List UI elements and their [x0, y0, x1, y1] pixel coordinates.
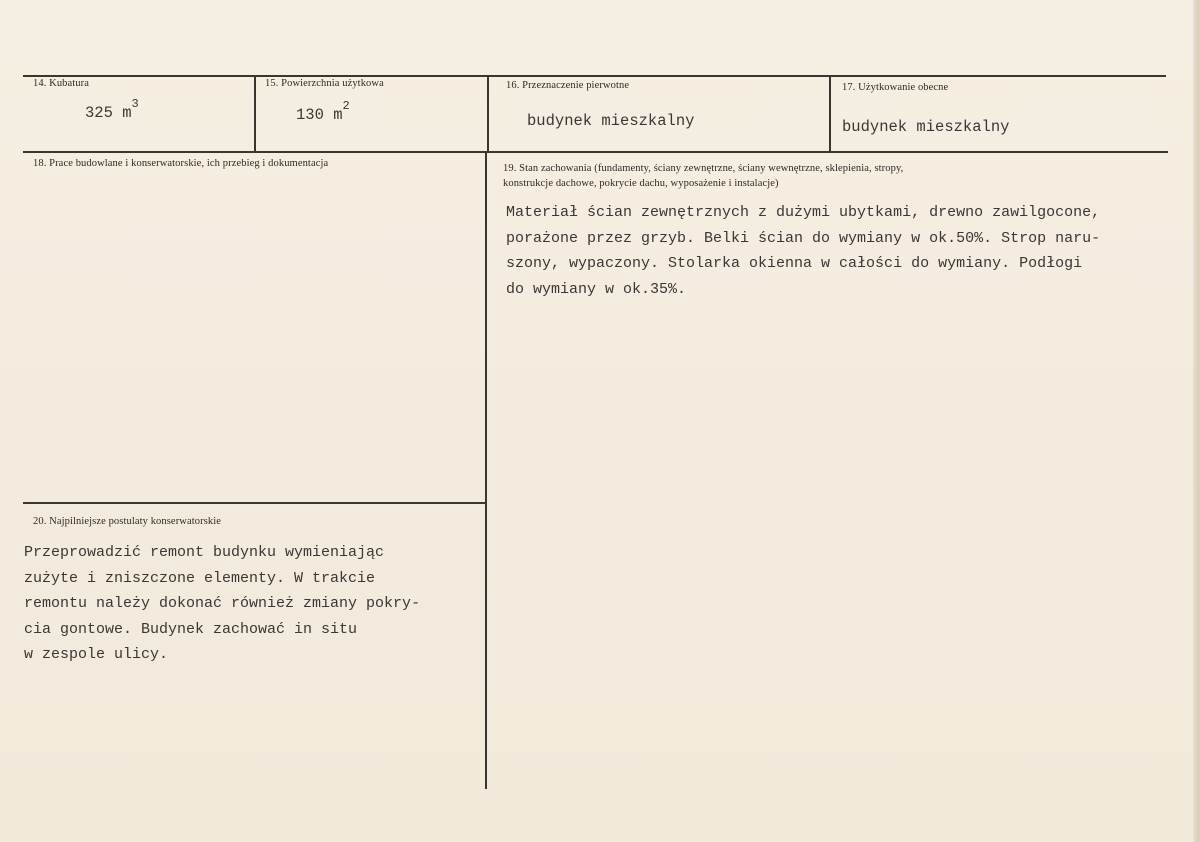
- divider-14-15: [254, 75, 256, 152]
- field-19-line: Materiał ścian zewnętrznych z dużymi ubytkami, drewno zawilgocone,: [506, 204, 1101, 221]
- field-14-value: [85, 97, 139, 123]
- field-17-label: 17. Użytkowanie obecne: [842, 82, 949, 93]
- field-14-number: 325 m: [85, 104, 132, 123]
- divider-15-16: [487, 75, 489, 152]
- field-19-label-line1: 19. Stan zachowania (fundamenty, ściany zewnętrzne, ściany wewnętrzne, sklepienia, stropy,: [503, 163, 904, 174]
- divider-16-17: [829, 75, 831, 152]
- section18-bottom-rule: [23, 502, 487, 504]
- field-14-exponent: 3: [131, 97, 139, 111]
- row1-bottom-rule: [23, 151, 1168, 153]
- field-19-line: szony, wypaczony. Stolarka okienna w całości do wymiany. Podłogi: [506, 255, 1083, 272]
- field-15-exponent: 2: [342, 99, 350, 113]
- field-14-label: 14. Kubatura: [33, 78, 90, 89]
- field-15-number: 130 m: [296, 106, 343, 125]
- field-18-label: 18. Prace budowlane i konserwatorskie, ich przebieg i dokumentacja: [33, 158, 329, 169]
- card-edge: [1193, 0, 1199, 842]
- field-15-label: 15. Powierzchnia użytkowa: [265, 78, 384, 89]
- field-19-line: porażone przez grzyb. Belki ścian do wymiany w ok.50%. Strop naru-: [506, 229, 1101, 247]
- field-19-text: [506, 200, 1100, 302]
- field-20-text: [24, 540, 420, 668]
- field-16-label: 16. Przeznaczenie pierwotne: [506, 80, 630, 91]
- field-20-label: 20. Najpilniejsze postulaty konserwatorskie: [33, 516, 222, 527]
- field-19-label-line2: konstrukcje dachowe, pokrycie dachu, wyposażenie i instalacje): [503, 178, 779, 189]
- field-17-value: budynek mieszkalny: [842, 118, 1010, 136]
- field-16-value: budynek mieszkalny: [527, 112, 695, 130]
- field-20-line: w zespole ulicy.: [24, 646, 169, 663]
- top-rule: [23, 75, 1166, 77]
- field-20-line: zużyte i zniszczone elementy. W trakcie: [24, 569, 376, 587]
- field-20-line: cia gontowe. Budynek zachować in situ: [24, 620, 358, 638]
- divider-left-right: [485, 152, 487, 789]
- field-20-line: remontu należy dokonać również zmiany pokry-: [24, 595, 421, 612]
- field-15-value: [296, 99, 350, 125]
- field-20-line: Przeprowadzić remont budynku wymieniając: [24, 544, 385, 561]
- field-19-line: do wymiany w ok.35%.: [506, 280, 687, 298]
